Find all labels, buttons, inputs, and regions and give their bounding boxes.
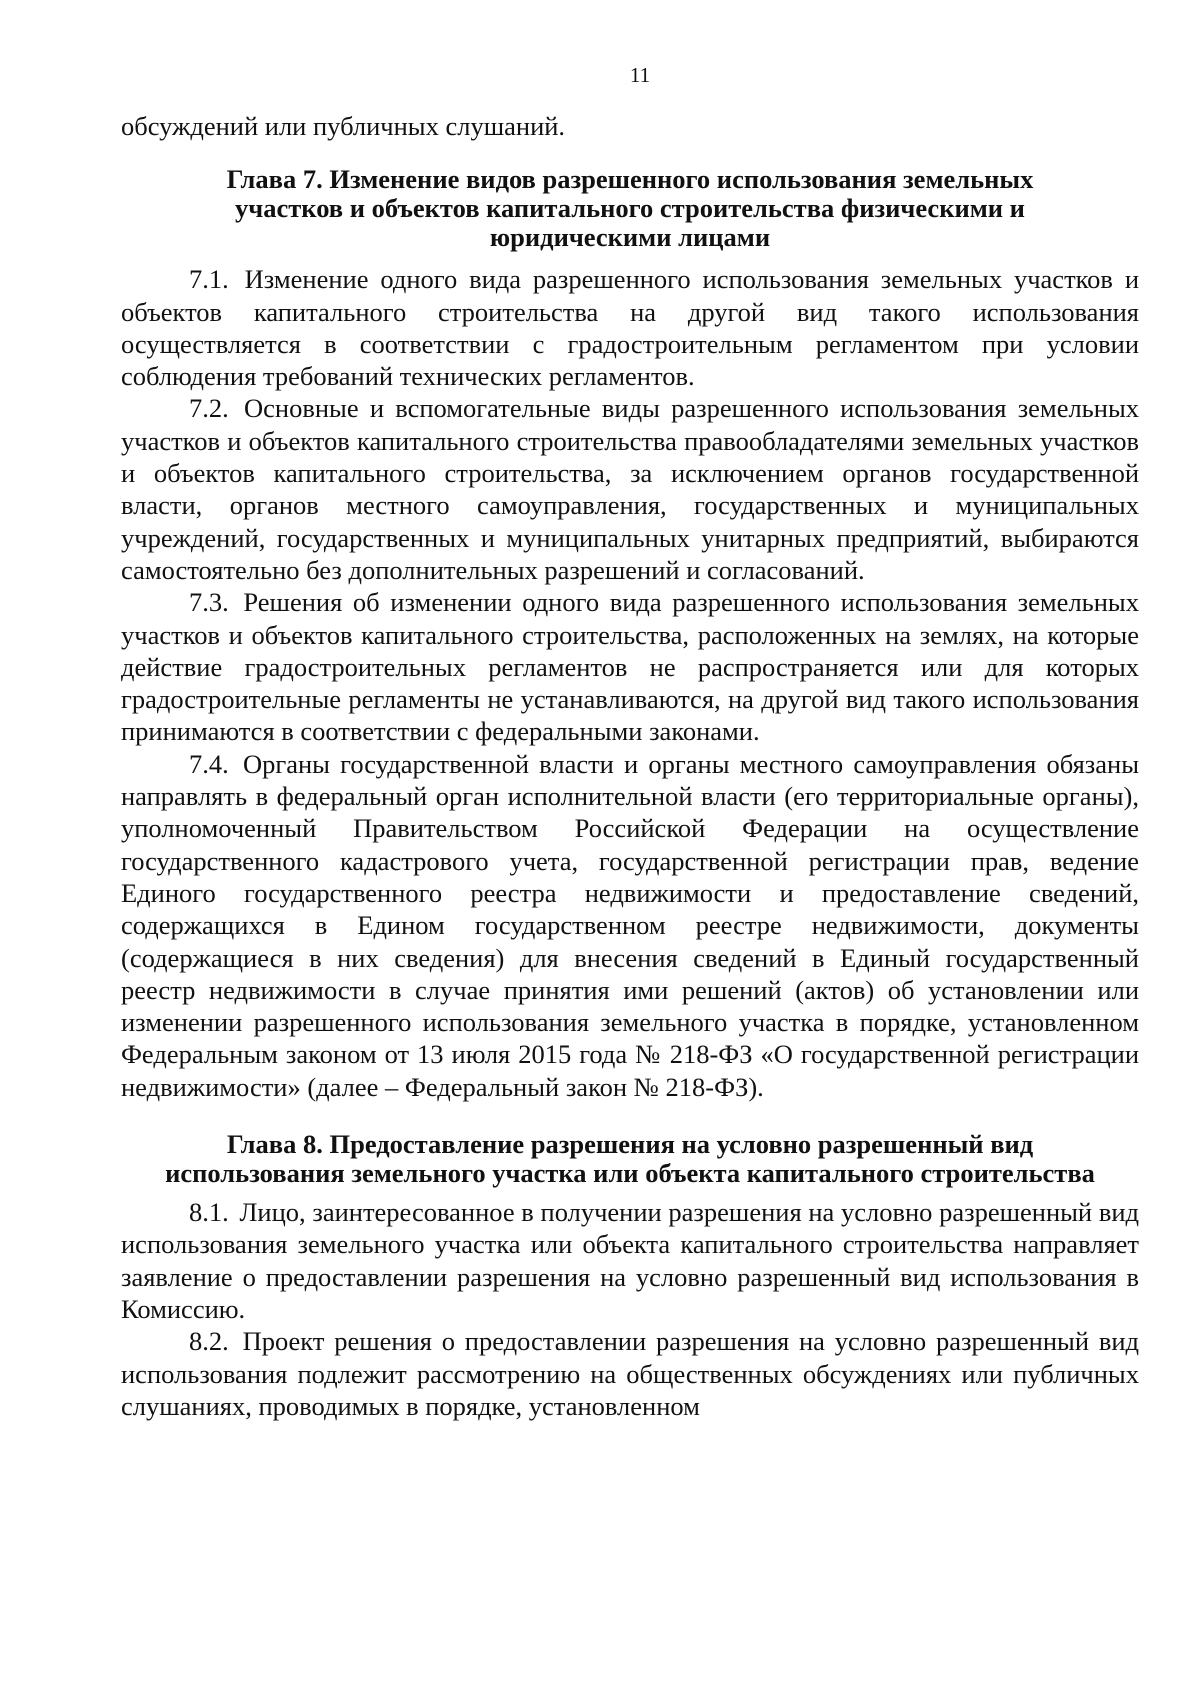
paragraph-text: Основные и вспомогательные виды разрешенного использования земельных участков и объектов капитального строительства правообладателями земельных участков и объектов капитального строительства, за исключением органов государственной власти, органов местного самоуправления, государственных и муниципальных учреждений, государственных и муниципальных унитарных предприятий, выбираются самостоятельно без дополнительных разрешений и согласований.	[121, 393, 1140, 585]
document-page	[121, 60, 1139, 1422]
paragraph-7-3	[121, 586, 1139, 747]
continuation-text: обсуждений или публичных слушаний.	[121, 111, 566, 141]
page-number: 11	[629, 63, 651, 87]
chapter-8-title	[121, 1130, 1139, 1188]
chapter-8-title-line-1: Глава 8. Предоставление разрешения на условно разрешенный вид	[226, 1129, 1034, 1160]
chapter-7-title	[121, 165, 1139, 252]
paragraph-text: Проект решения о предоставлении разрешения на условно разрешенный вид использования подлежит рассмотрению на общественных обсуждениях или публичных слушаниях, проводимых в порядке, установленном	[121, 1326, 1139, 1421]
paragraph-text: Изменение одного вида разрешенного использования земельных участков и объектов капитального строительства на другой вид такого использования осуществляется в соответствии с градостроительным регламентом при условии соблюдения требований технических регламентов.	[121, 264, 1140, 392]
chapter-7-title-line-2: участков и объектов капитального строительства физическими и	[235, 193, 1025, 224]
paragraph-text: Органы государственной власти и органы местного самоуправления обязаны направлять в федеральный орган исполнительной власти (его территориальные органы), уполномоченный Правительством Российской Федерации на осуществление государственного кадастрового учета, государственной регистрации прав, ведение Единого государственного реестра недвижимости и предоставление сведений, содержащихся в Едином государственном реестре недвижимости, документы (содержащиеся в них сведения) для внесения сведений в Единый государственный реестр недвижимости в случае принятия ими решений (актов) об установлении или изменении разрешенного использования земельного участка в порядке, установленном Федеральным законом от 13 июля 2015 года № 218-ФЗ «О государственной регистрации недвижимости» (далее – Федеральный закон № 218-ФЗ).	[121, 748, 1139, 1102]
chapter-7-title-line-3: юридическими лицами	[489, 222, 771, 253]
paragraph-8-2	[121, 1325, 1139, 1422]
paragraph-8-1	[121, 1196, 1139, 1325]
paragraph-text: Решения об изменении одного вида разрешенного использования земельных участков и объектов капитального строительства, расположенных на землях, на которые действие градостроительных регламентов не распространяется или для которых градостроительные регламенты не устанавливаются, на другой вид такого использования принимаются в соответствии с федеральными законами.	[121, 587, 1139, 747]
paragraph-7-1	[121, 263, 1139, 392]
chapter-7-title-line-1: Глава 7. Изменение видов разрешенного использования земельных	[226, 164, 1034, 195]
chapter-8-title-line-2: использования земельного участка или объекта капитального строительства	[165, 1158, 1095, 1189]
paragraph-number: 7.4.	[189, 748, 229, 779]
paragraph-number: 8.1.	[189, 1197, 229, 1228]
paragraph-number: 7.2.	[189, 393, 229, 424]
paragraph-number: 7.1.	[189, 264, 229, 295]
paragraph-number: 7.3.	[189, 587, 229, 618]
paragraph-7-2	[121, 392, 1139, 586]
paragraph-text: Лицо, заинтересованное в получении разрешения на условно разрешенный вид использования земельного участка или объекта капитального строительства направляет заявление о предоставлении разрешения на условно разрешенный вид использования в Комиссию.	[121, 1197, 1139, 1324]
paragraph-7-4	[121, 748, 1139, 1103]
paragraph-number: 8.2.	[189, 1326, 229, 1357]
